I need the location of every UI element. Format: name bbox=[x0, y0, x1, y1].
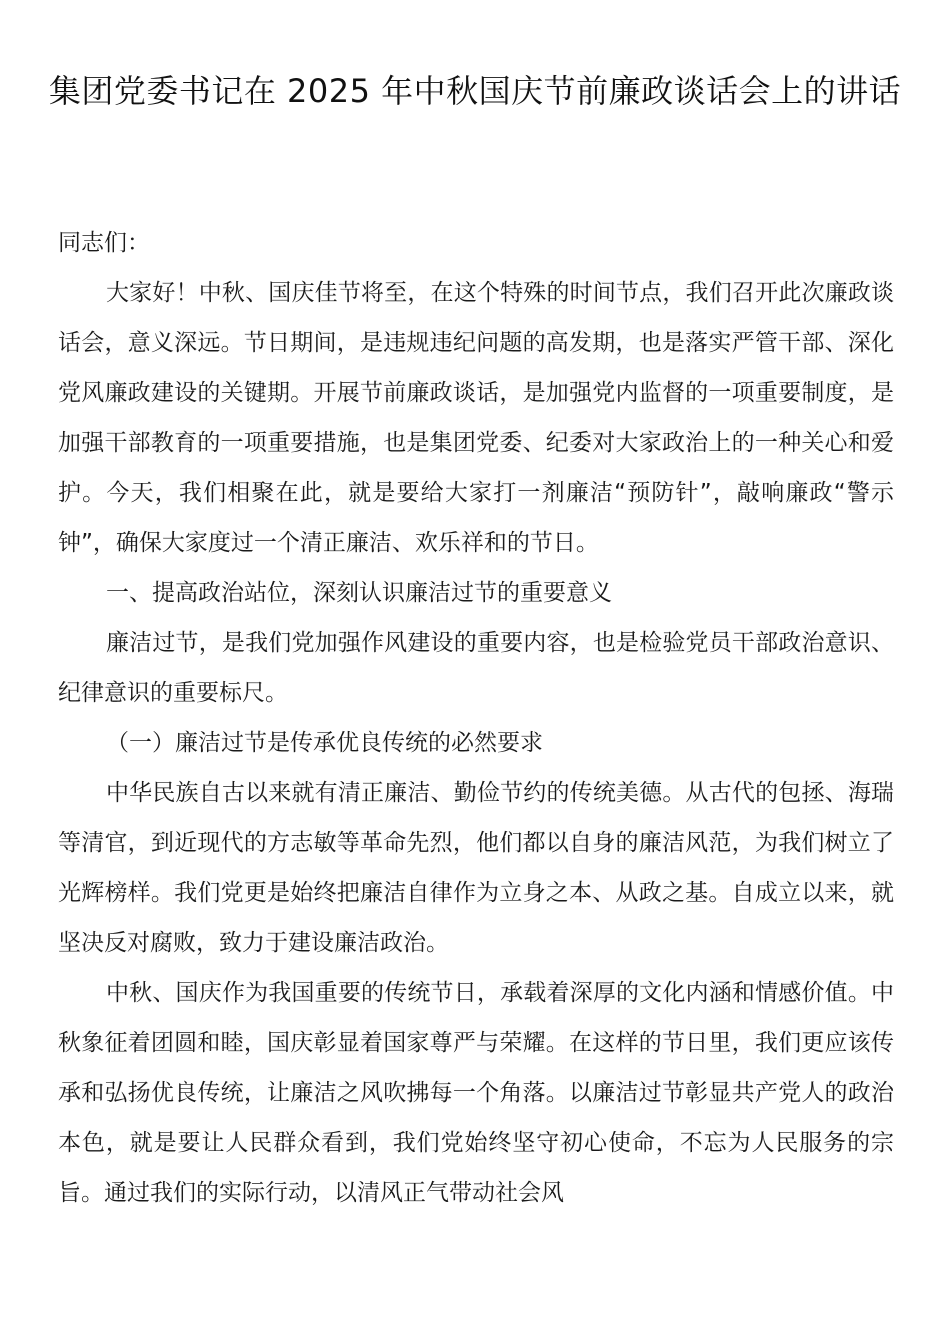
paragraph-intro: 大家好！中秋、国庆佳节将至，在这个特殊的时间节点，我们召开此次廉政谈话会，意义深远。节日期间，是违规违纪问题的高发期，也是落实严管干部、深化党风廉政建设的关键期。开展节前廉政谈话，是加强党内监督的一项重要制度，是加强干部教育的一项重要措施，也是集团党委、纪委对大家政治上的一种关心和爱护。今天，我们相聚在此，就是要给大家打一剂廉洁“预防针”，敲响廉政“警示钟”，确保大家度过一个清正廉洁、欢乐祥和的节日。 bbox=[58, 280, 894, 556]
salutation: 同志们： bbox=[58, 230, 150, 256]
paragraph-section-1: 廉洁过节，是我们党加强作风建设的重要内容，也是检验党员干部政治意识、纪律意识的重要标尺。 bbox=[58, 630, 894, 706]
paragraph-tradition: 中华民族自古以来就有清正廉洁、勤俭节约的传统美德。从古代的包拯、海瑞等清官，到近现代的方志敏等革命先烈，他们都以自身的廉洁风范，为我们树立了光辉榜样。我们党更是始终把廉洁自律作为立身之本、从政之基。自成立以来，就坚决反对腐败，致力于建设廉洁政治。 bbox=[58, 780, 894, 956]
document-body bbox=[58, 218, 894, 1218]
section-heading-1: 一、提高政治站位，深刻认识廉洁过节的重要意义 bbox=[106, 580, 612, 606]
subsection-heading-1: （一）廉洁过节是传承优良传统的必然要求 bbox=[106, 730, 543, 756]
document-title: 集团党委书记在 2025 年中秋国庆节前廉政谈话会上的讲话 bbox=[48, 72, 902, 110]
paragraph-festival: 中秋、国庆作为我国重要的传统节日，承载着深厚的文化内涵和情感价值。中秋象征着团圆和睦，国庆彰显着国家尊严与荣耀。在这样的节日里，我们更应该传承和弘扬优良传统，让廉洁之风吹拂每一个角落。以廉洁过节彰显共产党人的政治本色，就是要让人民群众看到，我们党始终坚守初心使命，不忘为人民服务的宗旨。通过我们的实际行动，以清风正气带动社会风 bbox=[58, 980, 894, 1206]
